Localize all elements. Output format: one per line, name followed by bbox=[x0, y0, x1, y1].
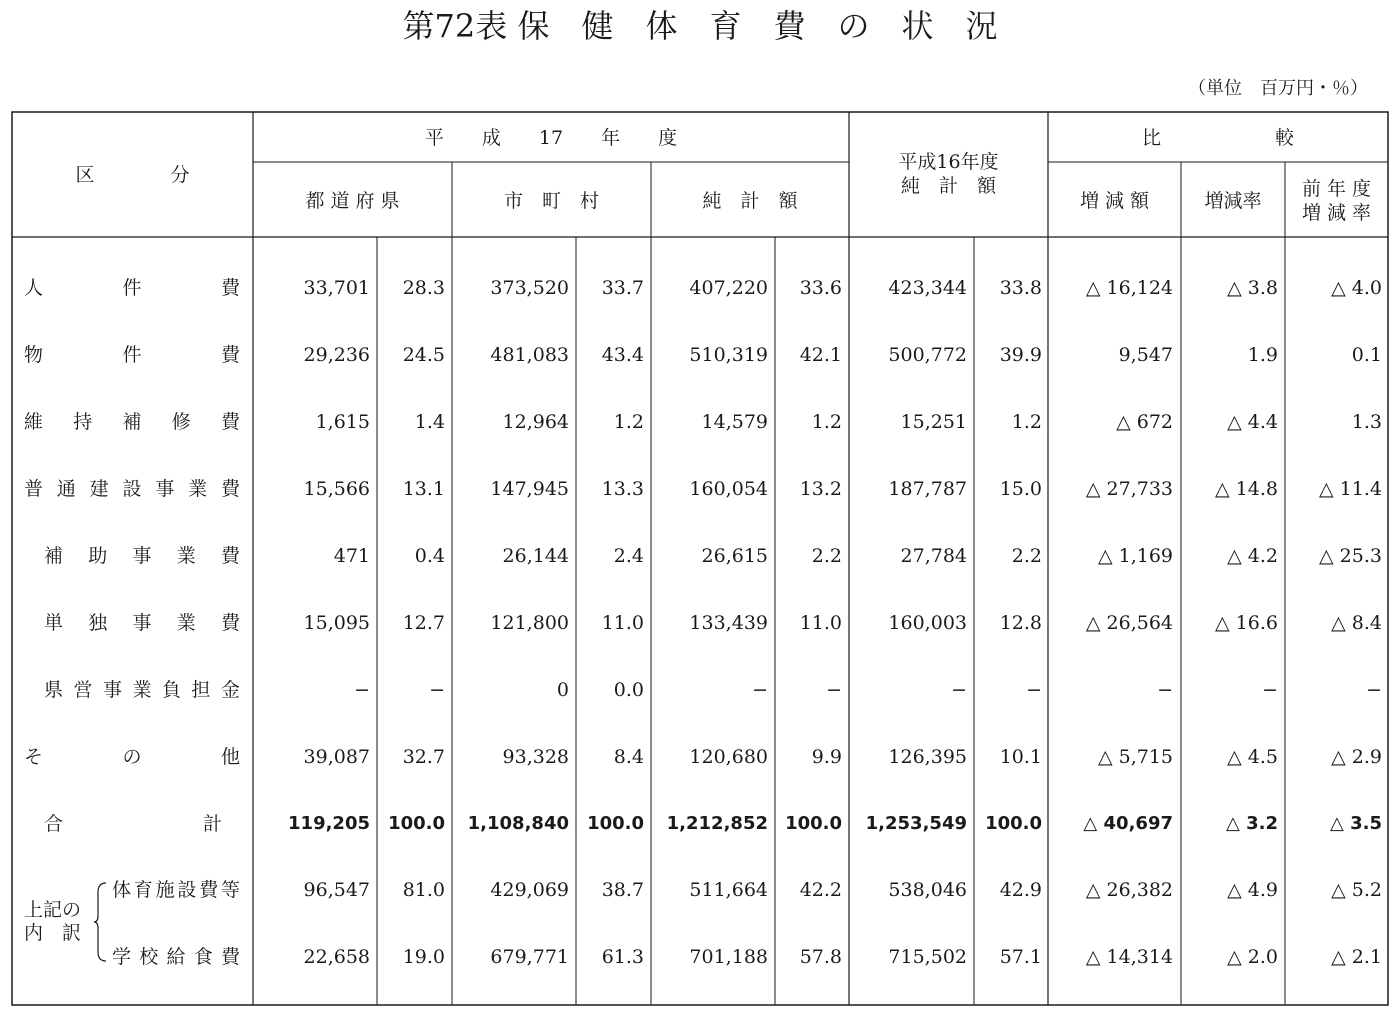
header-pref: 都 道 府 県 bbox=[305, 190, 400, 212]
table-cell: 15,251 bbox=[900, 411, 967, 433]
table-cell: 0 bbox=[556, 679, 569, 701]
table-cell: 26,615 bbox=[701, 545, 768, 567]
row-label: 合 計 bbox=[44, 813, 222, 835]
table-cell: 1.2 bbox=[613, 411, 644, 433]
table-cell: 500,772 bbox=[888, 344, 967, 366]
table-cell: 19.0 bbox=[402, 946, 445, 968]
breakdown-label: 上記の 内 訳 bbox=[24, 899, 82, 944]
table-cell: − bbox=[1026, 679, 1042, 701]
header-muni: 市 町 村 bbox=[503, 190, 599, 212]
table-cell: △ 8.4 bbox=[1331, 612, 1382, 634]
table-cell: 423,344 bbox=[888, 277, 967, 299]
table-cell: 147,945 bbox=[490, 478, 569, 500]
table-cell: 9,547 bbox=[1118, 344, 1173, 366]
table-cell: 11.0 bbox=[799, 612, 842, 634]
table-cell: 1,108,840 bbox=[467, 813, 569, 834]
table-cell: △ 40,697 bbox=[1083, 813, 1173, 834]
table-cell: △ 4.5 bbox=[1227, 746, 1278, 768]
table-cell: − bbox=[354, 679, 370, 701]
table-cell: 2.2 bbox=[1011, 545, 1042, 567]
header-compare: 比 較 bbox=[1141, 127, 1294, 149]
table-cell: 32.7 bbox=[402, 746, 445, 768]
table-cell: 1.4 bbox=[414, 411, 445, 433]
table-cell: 100.0 bbox=[388, 813, 445, 834]
table-cell: 0.4 bbox=[414, 545, 445, 567]
row-label: 維 持 補 修 費 bbox=[24, 411, 240, 433]
table-cell: △ 5.2 bbox=[1331, 879, 1382, 901]
table-cell: △ 5,715 bbox=[1097, 746, 1173, 768]
table-cell: △ 4.2 bbox=[1227, 545, 1278, 567]
brace-icon bbox=[94, 882, 108, 962]
table-cell: 133,439 bbox=[689, 612, 768, 634]
table-cell: △ 2.1 bbox=[1331, 946, 1382, 968]
table-cell: 1.3 bbox=[1351, 411, 1382, 433]
table-cell: 100.0 bbox=[587, 813, 644, 834]
table-cell: △ 26,564 bbox=[1085, 612, 1173, 634]
table-cell: − bbox=[951, 679, 967, 701]
table-cell: △ 3.2 bbox=[1226, 813, 1278, 834]
table-cell: △ 14.8 bbox=[1215, 478, 1278, 500]
table-cell: 81.0 bbox=[402, 879, 445, 901]
table-cell: △ 25.3 bbox=[1319, 545, 1382, 567]
table-cell: 12.7 bbox=[402, 612, 445, 634]
row-label: 人 件 費 bbox=[24, 277, 240, 299]
table-cell: 9.9 bbox=[811, 746, 842, 768]
table-cell: 1,253,549 bbox=[865, 813, 967, 834]
table-cell: 12.8 bbox=[999, 612, 1042, 634]
header-diff: 増 減 額 bbox=[1079, 190, 1150, 212]
table-cell: 1,615 bbox=[315, 411, 370, 433]
table-cell: 679,771 bbox=[490, 946, 569, 968]
row-label: 補 助 事 業 費 bbox=[44, 545, 240, 567]
table-cell: − bbox=[429, 679, 445, 701]
table-cell: 1.9 bbox=[1247, 344, 1278, 366]
table-cell: 26,144 bbox=[502, 545, 569, 567]
row-label: 物 件 費 bbox=[24, 344, 240, 366]
table-cell: 57.1 bbox=[999, 946, 1042, 968]
table-cell: 126,395 bbox=[888, 746, 967, 768]
table-cell: 13.2 bbox=[799, 478, 842, 500]
table-cell: 27,784 bbox=[900, 545, 967, 567]
table-cell: △ 2.0 bbox=[1227, 946, 1278, 968]
table-cell: 10.1 bbox=[999, 746, 1042, 768]
table-cell: △ 3.5 bbox=[1330, 813, 1382, 834]
table-cell: 1.2 bbox=[811, 411, 842, 433]
row-label: 単 独 事 業 費 bbox=[44, 612, 240, 634]
table-cell: 0.0 bbox=[613, 679, 644, 701]
table-cell: 15,566 bbox=[303, 478, 370, 500]
table-cell: 57.8 bbox=[799, 946, 842, 968]
table-cell: 28.3 bbox=[402, 277, 445, 299]
table-cell: △ 16.6 bbox=[1215, 612, 1278, 634]
table-cell: 429,069 bbox=[490, 879, 569, 901]
row-label: 体 育 施 設 費 等 bbox=[112, 879, 240, 901]
table-cell: 187,787 bbox=[888, 478, 967, 500]
table-cell: 42.9 bbox=[999, 879, 1042, 901]
table-cell: 2.4 bbox=[613, 545, 644, 567]
table-cell: 12,964 bbox=[502, 411, 569, 433]
table-cell: 481,083 bbox=[490, 344, 569, 366]
table-cell: △ 3.8 bbox=[1227, 277, 1278, 299]
table-cell: 160,003 bbox=[888, 612, 967, 634]
row-label: 普 通 建 設 事 業 費 bbox=[24, 478, 240, 500]
header-net: 純 計 額 bbox=[702, 190, 798, 212]
table-cell: △ 14,314 bbox=[1085, 946, 1173, 968]
table-cell: 119,205 bbox=[288, 813, 370, 834]
table-cell: − bbox=[1157, 679, 1173, 701]
table-cell: 33.8 bbox=[999, 277, 1042, 299]
table-cell: 538,046 bbox=[888, 879, 967, 901]
table-cell: 1.2 bbox=[1011, 411, 1042, 433]
row-label: 学 校 給 食 費 bbox=[112, 946, 240, 968]
header-kubun: 区 分 bbox=[75, 164, 190, 186]
table-cell: 373,520 bbox=[490, 277, 569, 299]
table-cell: 8.4 bbox=[613, 746, 644, 768]
table-cell: 93,328 bbox=[502, 746, 569, 768]
table-cell: 15,095 bbox=[303, 612, 370, 634]
table-cell: 24.5 bbox=[402, 344, 445, 366]
table-cell: − bbox=[752, 679, 768, 701]
table-cell: 13.3 bbox=[601, 478, 644, 500]
table-cell: − bbox=[1366, 679, 1382, 701]
table-cell: 100.0 bbox=[985, 813, 1042, 834]
table-cell: 471 bbox=[333, 545, 370, 567]
table-cell: − bbox=[826, 679, 842, 701]
table-cell: 33.6 bbox=[799, 277, 842, 299]
table-cell: 22,658 bbox=[303, 946, 370, 968]
table-cell: 39.9 bbox=[999, 344, 1042, 366]
table-cell: 11.0 bbox=[601, 612, 644, 634]
table-cell: △ 4.9 bbox=[1227, 879, 1278, 901]
table-cell: 160,054 bbox=[689, 478, 768, 500]
table-cell: △ 1,169 bbox=[1097, 545, 1173, 567]
table-cell: △ 2.9 bbox=[1331, 746, 1382, 768]
row-label: そ の 他 bbox=[24, 746, 240, 768]
table-cell: 42.1 bbox=[799, 344, 842, 366]
table-cell: 13.1 bbox=[402, 478, 445, 500]
table-cell: 121,800 bbox=[490, 612, 569, 634]
table-cell: 715,502 bbox=[888, 946, 967, 968]
table-cell: △ 4.4 bbox=[1227, 411, 1278, 433]
table-cell: 43.4 bbox=[601, 344, 644, 366]
table-cell: △ 672 bbox=[1116, 411, 1173, 433]
table-cell: 1,212,852 bbox=[666, 813, 768, 834]
table-cell: − bbox=[1262, 679, 1278, 701]
header-prev: 前 年 度 増 減 率 bbox=[1301, 178, 1372, 224]
table-cell: 0.1 bbox=[1351, 344, 1382, 366]
table-cell: 29,236 bbox=[303, 344, 370, 366]
table-cell: △ 27,733 bbox=[1085, 478, 1173, 500]
header-h17: 平 成 17 年 度 bbox=[424, 127, 678, 149]
table-cell: 2.2 bbox=[811, 545, 842, 567]
table-cell: △ 4.0 bbox=[1331, 277, 1382, 299]
header-h16: 平成16年度 純 計 額 bbox=[898, 151, 999, 197]
table-cell: △ 11.4 bbox=[1319, 478, 1382, 500]
table-cell: 14,579 bbox=[701, 411, 768, 433]
table-cell: 15.0 bbox=[999, 478, 1042, 500]
table-cell: 120,680 bbox=[689, 746, 768, 768]
table-cell: 511,664 bbox=[689, 879, 768, 901]
table-cell: 33,701 bbox=[303, 277, 370, 299]
table-cell: △ 26,382 bbox=[1085, 879, 1173, 901]
table-cell: 39,087 bbox=[303, 746, 370, 768]
table-cell: 510,319 bbox=[689, 344, 768, 366]
table-cell: 61.3 bbox=[601, 946, 644, 968]
header-rate: 増減率 bbox=[1204, 190, 1262, 212]
table-cell: 701,188 bbox=[689, 946, 768, 968]
table-cell: 42.2 bbox=[799, 879, 842, 901]
table-cell: 38.7 bbox=[601, 879, 644, 901]
table-cell: 96,547 bbox=[303, 879, 370, 901]
row-label: 県 営 事 業 負 担 金 bbox=[44, 679, 240, 701]
table-cell: △ 16,124 bbox=[1085, 277, 1173, 299]
table-cell: 33.7 bbox=[601, 277, 644, 299]
unit-note: （単位 百万円・％） bbox=[1188, 78, 1368, 99]
table-cell: 100.0 bbox=[785, 813, 842, 834]
table-cell: 407,220 bbox=[689, 277, 768, 299]
table-title: 第72表 保 健 体 育 費 の 状 況 bbox=[402, 7, 998, 45]
